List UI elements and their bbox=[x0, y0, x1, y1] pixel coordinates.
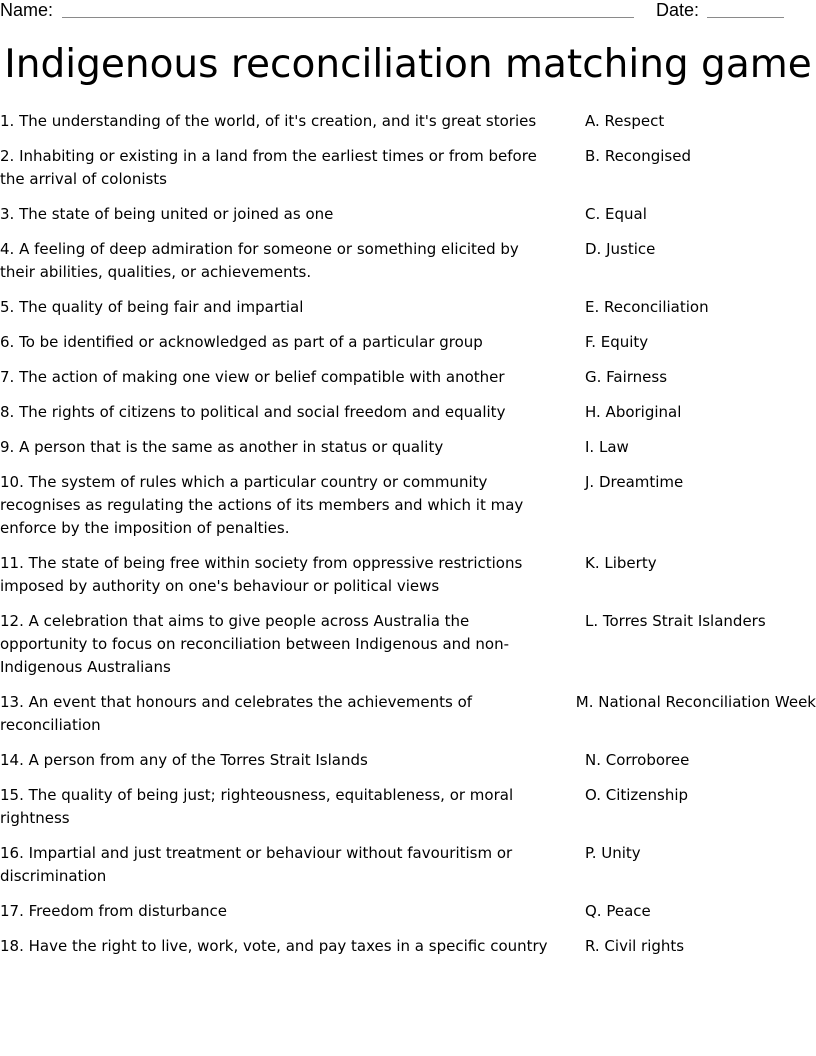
answer-option: J. Dreamtime bbox=[585, 473, 684, 491]
clue-text: 9. A person that is the same as another in status or quality bbox=[0, 438, 444, 456]
list-item bbox=[0, 110, 816, 133]
list-item bbox=[0, 610, 816, 679]
list-item bbox=[0, 296, 816, 319]
clue-text: 5. The quality of being fair and impartial bbox=[0, 298, 304, 316]
clue-text: 16. Impartial and just treatment or behaviour without favouritism or discrimination bbox=[0, 844, 513, 885]
list-item bbox=[0, 471, 816, 540]
date-label: Date: bbox=[656, 0, 700, 20]
clue-text: 11. The state of being free within society from oppressive restrictions imposed by authority on one's behaviour or political views bbox=[0, 554, 523, 595]
clue-text: 15. The quality of being just; righteousness, equitableness, or moral rightness bbox=[0, 786, 514, 827]
clue-text: 17. Freedom from disturbance bbox=[0, 902, 227, 920]
clue-text: 8. The rights of citizens to political and social freedom and equality bbox=[0, 403, 506, 421]
header bbox=[0, 0, 816, 24]
answer-option: K. Liberty bbox=[585, 554, 657, 572]
list-item bbox=[0, 842, 816, 888]
matching-list bbox=[0, 110, 816, 970]
clue-text: 10. The system of rules which a particular country or community recognises as regulating the actions of its members and which it may enforce by the imposition of penalties. bbox=[0, 473, 524, 537]
answer-option: Q. Peace bbox=[585, 902, 651, 920]
answer-option: A. Respect bbox=[585, 112, 665, 130]
clue-text: 13. An event that honours and celebrates the achievements of reconciliation bbox=[0, 693, 473, 734]
clue-text: 14. A person from any of the Torres Strait Islands bbox=[0, 751, 368, 769]
list-item bbox=[0, 203, 816, 226]
name-field-line bbox=[62, 17, 634, 18]
clue-text: 1. The understanding of the world, of it's creation, and it's great stories bbox=[0, 112, 537, 130]
answer-option: D. Justice bbox=[585, 240, 656, 258]
list-item bbox=[0, 436, 816, 459]
clue-text: 4. A feeling of deep admiration for someone or something elicited by their abilities, qualities, or achievements. bbox=[0, 240, 519, 281]
list-item bbox=[0, 749, 816, 772]
list-item bbox=[0, 145, 816, 191]
answer-option: B. Recongised bbox=[585, 147, 691, 165]
answer-option: L. Torres Strait Islanders bbox=[585, 612, 766, 630]
clue-text: 18. Have the right to live, work, vote, and pay taxes in a specific country bbox=[0, 937, 548, 955]
date-field-line bbox=[707, 17, 784, 18]
clue-text: 7. The action of making one view or belief compatible with another bbox=[0, 368, 505, 386]
answer-option: N. Corroboree bbox=[585, 751, 690, 769]
answer-option: C. Equal bbox=[585, 205, 647, 223]
answer-option: E. Reconciliation bbox=[585, 298, 709, 316]
answer-option: G. Fairness bbox=[585, 368, 668, 386]
answer-option: H. Aboriginal bbox=[585, 403, 682, 421]
answer-option: M. National Reconciliation Week bbox=[575, 693, 816, 711]
list-item bbox=[0, 401, 816, 424]
clue-text: 6. To be identified or acknowledged as part of a particular group bbox=[0, 333, 483, 351]
list-item bbox=[0, 784, 816, 830]
list-item bbox=[0, 331, 816, 354]
list-item bbox=[0, 366, 816, 389]
list-item bbox=[0, 900, 816, 923]
clue-text: 2. Inhabiting or existing in a land from the earliest times or from before the arrival of colonists bbox=[0, 147, 537, 188]
page-title: Indigenous reconciliation matching game bbox=[4, 42, 812, 87]
clue-text: 12. A celebration that aims to give people across Australia the opportunity to focus on reconciliation between Indigenous and non-Indigenous Australians bbox=[0, 612, 510, 676]
list-item bbox=[0, 552, 816, 598]
name-label: Name: bbox=[0, 0, 54, 20]
answer-option: F. Equity bbox=[585, 333, 649, 351]
list-item bbox=[0, 691, 816, 737]
clue-text: 3. The state of being united or joined as one bbox=[0, 205, 334, 223]
list-item bbox=[0, 238, 816, 284]
answer-option: R. Civil rights bbox=[585, 937, 685, 955]
answer-option: P. Unity bbox=[585, 844, 641, 862]
answer-option: O. Citizenship bbox=[585, 786, 689, 804]
answer-option: I. Law bbox=[585, 438, 629, 456]
list-item bbox=[0, 935, 816, 958]
